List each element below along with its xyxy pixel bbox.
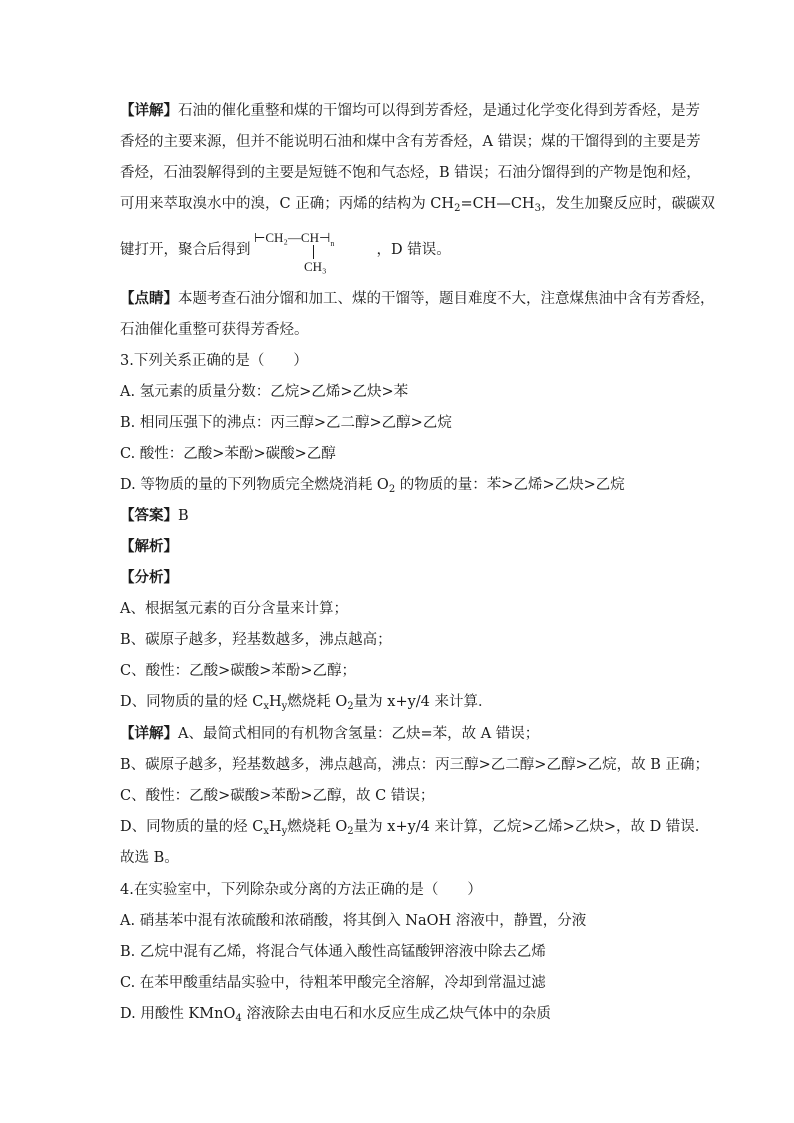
fenxi-c: C、酸性：乙酸>碳酸>苯酚>乙醇；	[120, 663, 357, 679]
analysis-heading: 【解析】	[120, 538, 178, 555]
question-3-option-c: C. 酸性：乙酸>苯酚>碳酸>乙醇	[120, 446, 336, 462]
question-4-option-c: C. 在苯甲酸重结晶实验中，待粗苯甲酸完全溶解，冷却到常温过滤	[120, 975, 546, 991]
polypropylene-formula: $⊢CH_2—CH⊣_n$ CH₃	[254, 230, 335, 274]
question-3-stem: 3.下列关系正确的是（ ）	[120, 353, 308, 369]
detail-paragraph-line-5: 键打开，聚合后得到 ，D 错误。	[120, 242, 451, 258]
detail-a: 【详解】A、最简式相同的有机物含氢量：乙炔=苯，故 A 错误；	[120, 725, 540, 742]
detail-b: B、碳原子越多，羟基数越多，沸点越高，沸点：丙三醇>乙二醇>乙醇>乙烷，故 B 正确；	[120, 757, 709, 773]
fenxi-b: B、碳原子越多，羟基数越多，沸点越高；	[120, 632, 392, 648]
question-3-option-a: A. 氢元素的质量分数：乙烷>乙烯>乙炔>苯	[120, 384, 409, 400]
comment-line-1: 【点睛】本题考查石油分馏和加工、煤的干馏等，题目难度不大，注意煤焦油中含有芳香烃，	[120, 290, 715, 307]
detail-label: 【详解】	[120, 102, 178, 119]
conclusion: 故选 B。	[120, 850, 179, 866]
comment-line-2: 石油催化重整可获得芳香烃。	[120, 322, 309, 338]
question-4-option-a: A. 硝基苯中混有浓硫酸和浓硝酸，将其倒入 NaOH 溶液中，静置，分液	[120, 913, 587, 929]
question-4-option-b: B. 乙烷中混有乙烯，将混合气体通入酸性高锰酸钾溶液中除去乙烯	[120, 944, 546, 960]
fenxi-a: A、根据氢元素的百分含量来计算；	[120, 601, 348, 617]
fenxi-d: D、同物质的量的烃 $C_xH_y$燃烧耗 $O_2$量为 x+y/4 来计算．	[120, 694, 493, 712]
question-3-option-d: D. 等物质的量的下列物质完全燃烧消耗 $O_2$ 的物质的量：苯>乙烯>乙炔>乙烷	[120, 477, 625, 495]
answer-value: B	[178, 508, 189, 524]
question-4-option-d: D. 用酸性 KMnO$_4$ 溶液除去由电石和水反应生成乙炔气体中的杂质	[120, 1006, 551, 1024]
answer-line: 【答案】B	[120, 507, 189, 524]
detail-paragraph-line-3: 香烃，石油裂解得到的主要是短链不饱和气态烃，B 错误；石油分馏得到的产物是饱和烃，	[120, 165, 701, 181]
question-4-stem: 4.在实验室中，下列除杂或分离的方法正确的是（ ）	[120, 882, 482, 898]
detail-paragraph-line-1: 【详解】石油的催化重整和煤的干馏均可以得到芳香烃，是通过化学变化得到芳香烃，是芳	[120, 102, 700, 119]
fenxi-heading: 【分析】	[120, 569, 178, 586]
question-3-option-b: B. 相同压强下的沸点：丙三醇>乙二醇>乙醇>乙烷	[120, 415, 452, 431]
comment-label: 【点睛】	[120, 290, 178, 307]
detail-c: C、酸性：乙酸>碳酸>苯酚>乙醇，故 C 错误；	[120, 788, 435, 804]
detail-paragraph-line-2: 香烃的主要来源，但并不能说明石油和煤中含有芳香烃，A 错误；煤的干馏得到的主要是芳	[120, 134, 701, 150]
detail-paragraph-line-4: 可用来萃取溴水中的溴，C 正确；丙烯的结构为 $CH_2=CH—CH_3$，发生加聚反应时，碳碳双	[120, 196, 715, 214]
detail-d: D、同物质的量的烃 $C_xH_y$燃烧耗 $O_2$量为 x+y/4 来计算，乙烷>乙烯>乙炔>，故 D 错误．	[120, 819, 710, 837]
